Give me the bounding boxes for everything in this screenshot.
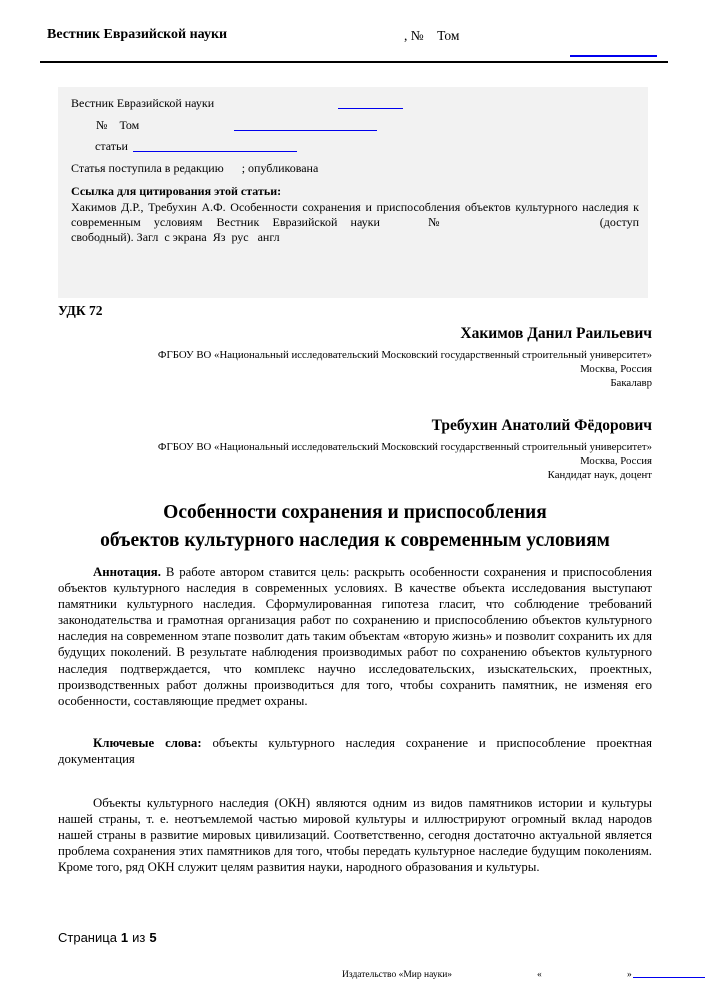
article-title-line1: Особенности сохранения и приспособления bbox=[163, 502, 547, 523]
citation-journal-name: Вестник Евразийской науки bbox=[216, 215, 380, 230]
author-1-position: Бакалавр bbox=[610, 376, 652, 389]
author-2-name: Требухин Анатолий Фёдорович bbox=[431, 417, 652, 434]
citation-article-label: статьи bbox=[95, 139, 128, 153]
abstract-text: В работе автором ставится цель: раскрыть особенности сохранения и приспособления объектов культурного наследия в современных условиях. В качестве объекта исследования выступают памятники культурного наследия. Сформулированная гипотеза гласит, что соблюдение требований законодательства и грамотная организация работ по сохранению и приспособлению объектов культурного наследия на современном этапе позволит дать таким объектам «вторую жизнь» и позволит сохранить их для будущих поколений. В результате наблюдения производимых работ по сохранению объектов культурного наследия подтверждается, что комплекс научно исследовательских, изыскательских, проектных, производственных работ должны производиться для того, чтобы сохранить памятник, не изменяя его особенности, составляющие предмет охраны. bbox=[58, 565, 652, 708]
abstract-label: Аннотация. bbox=[93, 565, 161, 579]
article-title-line2: объектов культурного наследия к современным условиям bbox=[100, 529, 610, 551]
header-hyperlink-underline[interactable] bbox=[570, 49, 657, 57]
body-paragraph: Объекты культурного наследия (ОКН) являются одним из видов памятников истории и культуры нашей страны, т. е. неотъемлемой частью мировой культуры и иллюстрируют огромный вклад народов нашей страны в развитие мировых цивилизаций. Соответственно, сегодня достаточно актуальной является проблема сохранения этих памятников для того, чтобы передать культурное наследие будущим поколениям. Кроме того, ряд ОКН служит целям развития науки, народного образования и культуры. bbox=[58, 796, 652, 875]
author-2-position: Кандидат наук, доцент bbox=[547, 468, 652, 481]
header-issue-info: , № Том bbox=[404, 28, 460, 43]
keywords-label: Ключевые слова: bbox=[93, 736, 202, 750]
keywords-text: объекты культурного наследия сохранение и приспособление проектная документация bbox=[58, 736, 652, 767]
issue-hyperlink-underline[interactable] bbox=[234, 119, 377, 131]
citation-issue-row bbox=[71, 115, 639, 137]
footer-close-quote: » bbox=[627, 970, 632, 980]
received-label: Статья поступила в редакцию bbox=[71, 160, 224, 175]
publisher-label: Издательство «Мир науки» bbox=[342, 970, 453, 980]
article-title bbox=[35, 499, 675, 554]
header-divider bbox=[40, 61, 668, 63]
abstract-paragraph bbox=[58, 564, 652, 709]
author-2-affiliation: ФГБОУ ВО «Национальный исследовательский Московский государственный строительный университет» bbox=[157, 441, 652, 453]
citation-article-row bbox=[71, 136, 639, 158]
page-number-indicator bbox=[58, 930, 161, 945]
footer-open-quote: « bbox=[537, 970, 542, 980]
keywords-paragraph bbox=[58, 735, 652, 767]
citation-journal-row bbox=[71, 93, 639, 115]
article-hyperlink-underline[interactable] bbox=[133, 140, 297, 152]
citation-box bbox=[58, 87, 648, 298]
citation-authors-title: Хакимов Д.Р., Требухин А.Ф. Особенности сохранения и приспособления объектов культурного наследия к современным условиям bbox=[71, 200, 639, 230]
header-journal-title: Вестник Евразийской науки bbox=[47, 27, 228, 42]
citation-access-note: (доступ свободный). Загл с экрана Яз рус англ bbox=[71, 215, 642, 245]
page-total: 5 bbox=[149, 930, 157, 945]
author-block-1 bbox=[58, 324, 652, 390]
author-2-city: Москва, Россия bbox=[580, 454, 652, 467]
cite-for-citation-label: Ссылка для цитирования этой статьи: bbox=[71, 184, 282, 198]
published-label: ; опубликована bbox=[241, 160, 319, 175]
udc-code: УДК 72 bbox=[58, 303, 103, 318]
page-number: 1 bbox=[120, 930, 129, 945]
citation-dates-row bbox=[71, 158, 639, 180]
author-block-2 bbox=[58, 416, 652, 482]
citation-journal-label: Вестник Евразийской науки bbox=[71, 96, 215, 110]
author-1-city: Москва, Россия bbox=[580, 362, 652, 375]
author-1-name: Хакимов Данил Раильевич bbox=[460, 325, 652, 342]
citation-reference-text bbox=[71, 200, 642, 246]
journal-hyperlink-underline[interactable] bbox=[338, 97, 403, 109]
citation-issue-label: № Том bbox=[96, 117, 140, 132]
author-1-affiliation: ФГБОУ ВО «Национальный исследовательский Московский государственный строительный университет» bbox=[157, 349, 652, 361]
footer-hyperlink-underline[interactable] bbox=[633, 963, 705, 978]
of-word: из bbox=[132, 930, 146, 945]
page-word: Страница bbox=[58, 930, 117, 945]
citation-issue-sign: № bbox=[417, 215, 450, 230]
